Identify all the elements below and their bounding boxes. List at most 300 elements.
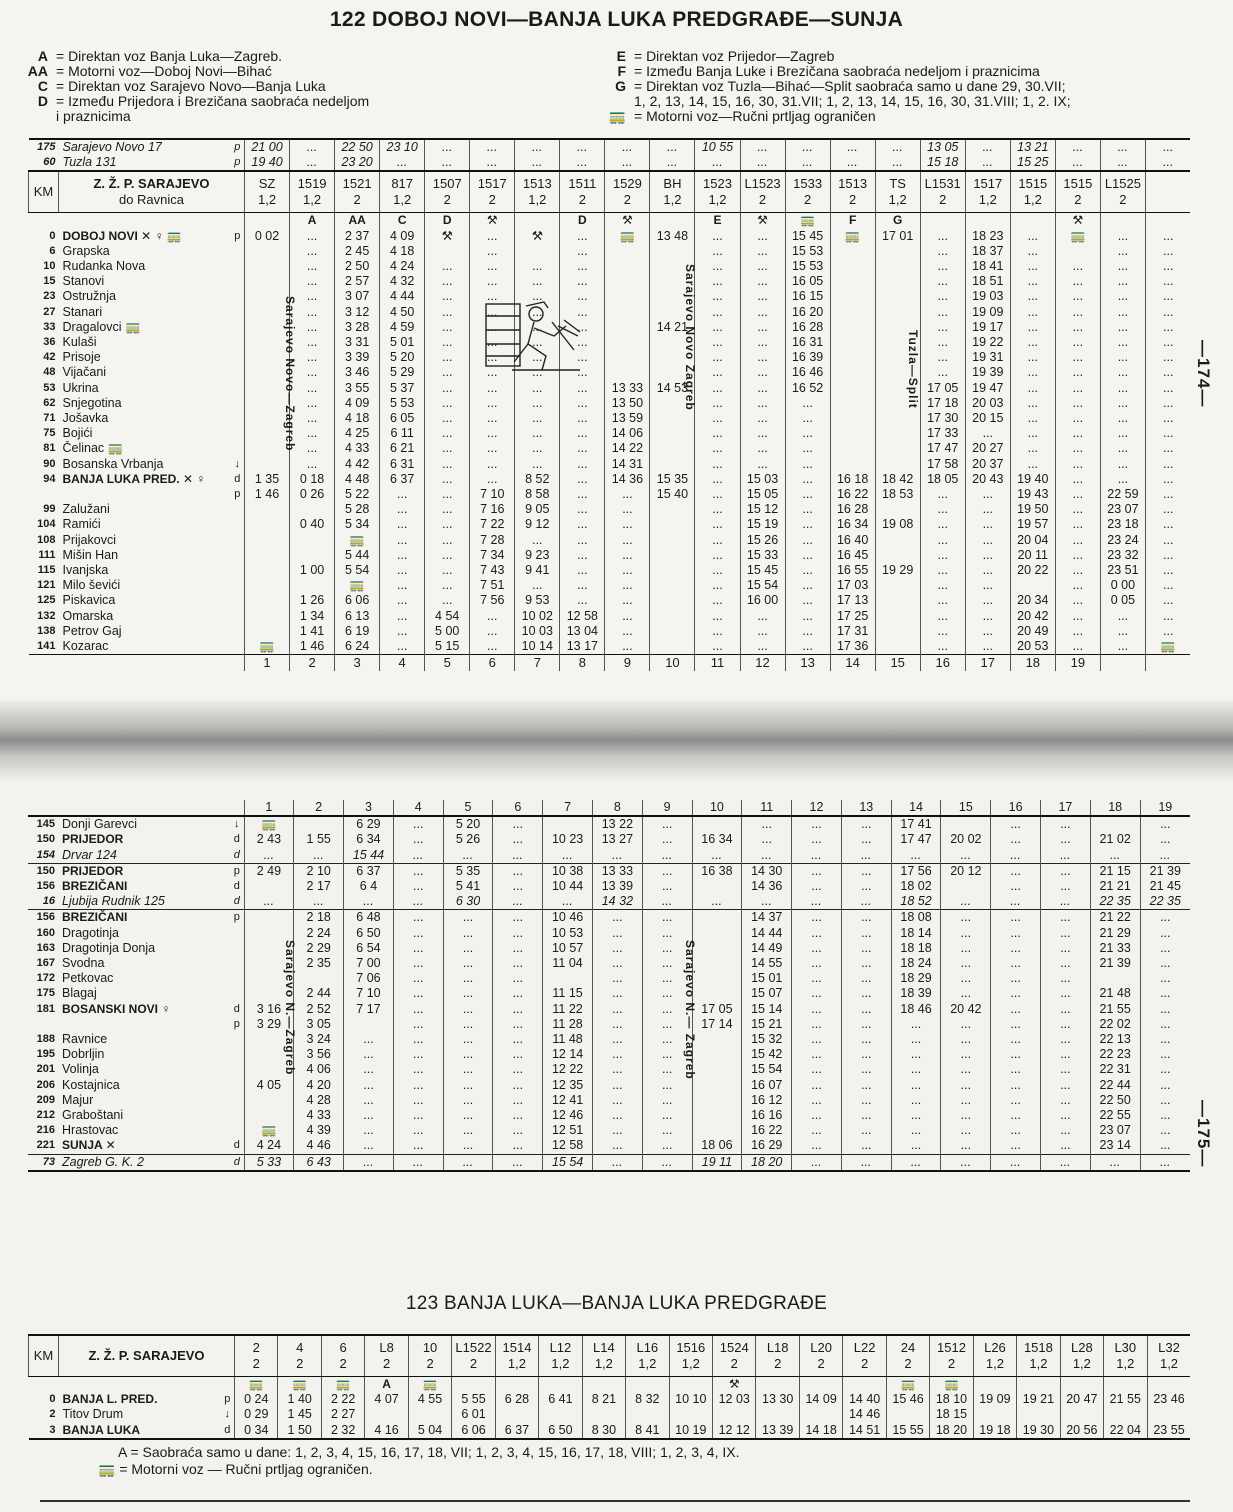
time-cell: ...: [920, 350, 965, 365]
time-cell: ...: [695, 593, 740, 608]
train-number: [321, 1335, 364, 1377]
train-number-line: 1,2: [708, 192, 727, 208]
time-cell: ...: [560, 548, 605, 563]
arr-dep-marker: [230, 1108, 244, 1123]
time-cell: [290, 578, 335, 593]
time-cell: 18 41: [965, 259, 1010, 274]
time-cell: ...: [920, 487, 965, 502]
time-cell: 14 49: [742, 941, 792, 956]
time-cell: ...: [785, 426, 830, 441]
arr-dep-marker: p: [230, 910, 244, 926]
time-cell: [830, 350, 875, 365]
time-cell: 15 45: [785, 229, 830, 244]
station-name: BREZIČANI: [62, 879, 128, 894]
arr-dep-marker: d: [230, 1154, 244, 1171]
time-cell: ...: [1041, 1108, 1091, 1123]
time-cell: ...: [493, 1154, 543, 1171]
train-note: 🚃: [785, 213, 830, 229]
km-cell: 201: [36, 1063, 55, 1076]
station-name: Stanari: [62, 304, 103, 319]
time-cell: ...: [740, 441, 785, 456]
time-cell: ...: [695, 365, 740, 380]
table-row: [29, 578, 1191, 593]
station-name: Kozarac: [62, 639, 109, 654]
time-cell: 14 09: [799, 1392, 842, 1407]
time-cell: ...: [425, 487, 470, 502]
station-name: BANJA LUKA: [62, 1422, 141, 1437]
time-cell: ...: [290, 320, 335, 335]
time-cell: [605, 289, 650, 304]
time-cell: 0 24: [235, 1392, 278, 1407]
time-cell: ...: [792, 1138, 842, 1154]
table-row: [29, 502, 1191, 517]
km-cell: 90: [43, 457, 56, 470]
time-cell: ...: [991, 910, 1041, 926]
time-cell: ...: [965, 609, 1010, 624]
bottom-rule: [40, 1500, 1190, 1502]
time-cell: ...: [344, 1154, 394, 1171]
legend-item: [20, 64, 600, 79]
train-number: [930, 1335, 973, 1377]
time-cell: [692, 1093, 742, 1108]
time-cell: ...: [290, 305, 335, 320]
time-cell: 3 05: [294, 1017, 344, 1032]
time-cell: ...: [515, 426, 560, 441]
time-cell: ...: [792, 971, 842, 986]
time-cell: [692, 816, 742, 832]
train-number: [560, 171, 605, 213]
train-note: D: [425, 213, 470, 229]
time-cell: ...: [605, 563, 650, 578]
time-cell: 15 40: [650, 487, 695, 502]
time-cell: ...: [443, 926, 493, 941]
time-cell: 7 00: [344, 956, 394, 971]
time-cell: 13 17: [560, 639, 605, 655]
time-cell: ...: [695, 457, 740, 472]
time-cell: 3 46: [335, 365, 380, 380]
time-cell: [1055, 244, 1100, 259]
time-cell: 20 27: [965, 441, 1010, 456]
time-cell: ...: [642, 1002, 692, 1017]
time-cell: 20 56: [1060, 1423, 1103, 1439]
time-cell: ...: [605, 593, 650, 608]
station-name: Rudanka Nova: [62, 259, 146, 274]
station-name: Ramići: [62, 517, 101, 532]
train-number-line: 2: [939, 192, 947, 208]
time-cell: 15 19: [740, 517, 785, 532]
train-note: F: [830, 213, 875, 229]
time-cell: [713, 1407, 756, 1422]
time-cell: ...: [991, 894, 1041, 910]
time-cell: ...: [991, 848, 1041, 864]
time-cell: ...: [891, 1138, 941, 1154]
time-cell: ...: [920, 624, 965, 639]
table-end-cell: [29, 1439, 1191, 1442]
station-name: Drvar 124: [62, 847, 117, 862]
time-cell: [650, 411, 695, 426]
legend-key: [598, 94, 630, 109]
time-cell: ...: [560, 139, 605, 155]
time-cell: 6 50: [539, 1423, 582, 1439]
train-number-line: 1514: [502, 1340, 532, 1355]
time-cell: 14 36: [605, 472, 650, 487]
time-cell: ...: [1010, 335, 1055, 350]
train-note: ⚒: [740, 213, 785, 229]
time-cell: ...: [393, 1017, 443, 1032]
time-cell: [692, 941, 742, 956]
table-row: [29, 350, 1191, 365]
time-cell: ...: [695, 305, 740, 320]
time-cell: ...: [443, 1017, 493, 1032]
train-notes-row: [29, 213, 1191, 229]
time-cell: 17 33: [920, 426, 965, 441]
time-cell: 14 37: [742, 910, 792, 926]
table-row: [28, 1093, 1190, 1108]
time-cell: [344, 1017, 394, 1032]
table-row: [29, 305, 1191, 320]
route-header-line2: do Ravnica: [118, 192, 185, 208]
train-number-line: 2: [774, 1356, 782, 1371]
column-number: 6: [493, 800, 543, 816]
time-cell: ...: [515, 441, 560, 456]
route-label-sarajevo-zagreb: Sarajevo Novo—Zagreb: [283, 296, 297, 452]
column-number: 3: [344, 800, 394, 816]
km-cell: 75: [43, 427, 56, 440]
time-cell: ...: [515, 365, 560, 380]
time-cell: 19 11: [692, 1154, 742, 1171]
time-cell: 16 52: [785, 381, 830, 396]
table-row: [29, 472, 1191, 487]
time-cell: ...: [560, 335, 605, 350]
time-cell: ...: [841, 926, 891, 941]
time-cell: [244, 1108, 294, 1123]
time-cell: ...: [592, 1047, 642, 1062]
train-number-line: 1512: [937, 1340, 966, 1355]
time-cell: 12 14: [543, 1047, 593, 1062]
arr-dep-marker: p: [234, 156, 241, 169]
time-cell: 5 33: [244, 1154, 294, 1171]
km-cell: 163: [36, 941, 55, 954]
time-cell: ...: [830, 139, 875, 155]
arr-dep-marker: [231, 502, 245, 517]
time-cell: 12 22: [543, 1062, 593, 1077]
time-cell: 10 53: [543, 926, 593, 941]
time-cell: ...: [605, 609, 650, 624]
time-cell: ...: [695, 381, 740, 396]
time-cell: 16 55: [830, 563, 875, 578]
time-cell: 20 12: [941, 863, 991, 879]
table-row: [29, 229, 1191, 244]
time-cell: [799, 1407, 842, 1422]
column-number: 4: [393, 800, 443, 816]
time-cell: ...: [1010, 259, 1055, 274]
time-cell: ...: [605, 624, 650, 639]
time-cell: ...: [1055, 350, 1100, 365]
time-cell: 14 40: [843, 1392, 886, 1407]
time-cell: ...: [1140, 1032, 1190, 1047]
time-cell: 13 30: [756, 1392, 799, 1407]
time-cell: 9 53: [515, 593, 560, 608]
train-number-line: 1,2: [1116, 1356, 1135, 1371]
train-note: [965, 213, 1010, 229]
time-cell: ...: [920, 274, 965, 289]
arr-dep-marker: d: [233, 1139, 240, 1152]
time-cell: 6 54: [344, 941, 394, 956]
arr-dep-marker: [230, 1047, 244, 1062]
time-cell: [408, 1407, 451, 1422]
time-cell: [605, 365, 650, 380]
train-number-line: L1525: [1104, 176, 1141, 192]
train-number: [278, 1335, 321, 1377]
time-cell: ...: [941, 910, 991, 926]
train-number-line: 2: [488, 192, 496, 208]
time-cell: ...: [941, 1123, 991, 1138]
time-cell: 4 16: [365, 1423, 408, 1439]
time-cell: 10 03: [515, 624, 560, 639]
time-cell: ...: [991, 1017, 1041, 1032]
time-cell: ...: [470, 244, 515, 259]
station-name: Kulaši: [62, 335, 97, 350]
time-cell: ...: [1140, 956, 1190, 971]
time-cell: ...: [1041, 941, 1091, 956]
time-cell: [830, 244, 875, 259]
time-cell: 16 16: [742, 1108, 792, 1123]
legend-item: [598, 64, 1218, 79]
km-cell: 150: [36, 833, 55, 846]
train-note: [452, 1377, 495, 1393]
time-cell: ...: [1010, 396, 1055, 411]
time-cell: ...: [425, 381, 470, 396]
time-cell: 17 31: [830, 624, 875, 639]
time-cell: 3 12: [335, 305, 380, 320]
train-note: [1100, 213, 1145, 229]
time-cell: 22 50: [1090, 1093, 1140, 1108]
column-number: 5: [443, 800, 493, 816]
time-cell: 2 45: [335, 244, 380, 259]
time-cell: 21 02: [1090, 832, 1140, 847]
train-number-line: 10: [422, 1340, 438, 1355]
time-cell: [650, 624, 695, 639]
train-number-line: L8: [379, 1340, 394, 1355]
time-cell: ...: [650, 139, 695, 155]
time-cell: ...: [920, 229, 965, 244]
time-cell: ...: [1100, 259, 1145, 274]
time-cell: ...: [425, 548, 470, 563]
time-cell: ...: [695, 426, 740, 441]
time-cell: 4 24: [380, 259, 425, 274]
time-cell: ...: [1010, 229, 1055, 244]
time-cell: ...: [1100, 139, 1145, 155]
time-cell: ...: [290, 350, 335, 365]
time-cell: 3 24: [294, 1032, 344, 1047]
time-cell: ...: [1041, 1047, 1091, 1062]
time-cell: 6 29: [344, 816, 394, 832]
time-cell: ...: [740, 244, 785, 259]
time-cell: ...: [920, 593, 965, 608]
time-cell: [692, 971, 742, 986]
time-cell: ...: [592, 848, 642, 864]
time-cell: 20 04: [1010, 533, 1055, 548]
time-cell: ...: [1140, 1078, 1190, 1093]
time-cell: ...: [344, 1108, 394, 1123]
time-cell: ...: [1100, 289, 1145, 304]
legend-key: AA: [27, 63, 48, 79]
time-cell: ...: [841, 1123, 891, 1138]
train-note: 🚃: [930, 1377, 973, 1393]
time-cell: 19 50: [1010, 502, 1055, 517]
table-row: [28, 1078, 1190, 1093]
time-cell: 19 39: [965, 365, 1010, 380]
time-cell: ...: [425, 259, 470, 274]
time-cell: [650, 441, 695, 456]
table-row: [29, 320, 1191, 335]
time-cell: 14 18: [799, 1423, 842, 1439]
time-cell: 17 13: [830, 593, 875, 608]
table-row: [28, 879, 1190, 894]
time-cell: ...: [1055, 517, 1100, 532]
legend-item: [20, 94, 600, 109]
time-cell: ...: [515, 259, 560, 274]
time-cell: 7 17: [344, 1002, 394, 1017]
train-number: [495, 1335, 538, 1377]
arr-dep-marker: [231, 655, 245, 671]
time-cell: ...: [965, 502, 1010, 517]
km-cell: 0: [49, 229, 56, 242]
motor-train-icon: 🚃: [98, 1461, 120, 1477]
time-cell: ...: [560, 441, 605, 456]
timetable-122-upper: [28, 138, 1190, 671]
time-cell: ...: [493, 1108, 543, 1123]
time-cell: [875, 441, 920, 456]
time-cell: 2 29: [294, 941, 344, 956]
time-cell: ...: [920, 533, 965, 548]
train-number-line: 1529: [612, 176, 642, 192]
time-cell: 19 03: [965, 289, 1010, 304]
time-cell: ...: [941, 848, 991, 864]
train-number-line: 2: [947, 1356, 956, 1371]
time-cell: ...: [991, 1123, 1041, 1138]
time-cell: 11 04: [543, 956, 593, 971]
time-cell: 6 4: [344, 879, 394, 894]
time-cell: 2 35: [294, 956, 344, 971]
time-cell: ...: [792, 1093, 842, 1108]
time-cell: 12 41: [543, 1093, 593, 1108]
time-cell: ...: [1010, 244, 1055, 259]
train-number-line: 6: [339, 1340, 347, 1355]
station-name: Ivanjska: [62, 563, 109, 578]
station-name: [59, 1377, 221, 1393]
train-number-line: 2: [803, 192, 812, 208]
time-cell: ...: [443, 941, 493, 956]
time-cell: ...: [740, 411, 785, 426]
time-cell: 7 06: [344, 971, 394, 986]
time-cell: [650, 517, 695, 532]
time-cell: ...: [592, 1138, 642, 1154]
station-name: [58, 800, 230, 816]
time-cell: 4 09: [380, 229, 425, 244]
station-name: Dragotinja: [62, 925, 119, 940]
time-cell: 21 29: [1090, 926, 1140, 941]
time-cell: ...: [740, 155, 785, 171]
time-cell: 15 35: [650, 472, 695, 487]
time-cell: ...: [592, 910, 642, 926]
legend-item: [20, 109, 600, 124]
train-number-line: L30: [1114, 1340, 1137, 1355]
time-cell: [245, 593, 290, 608]
time-cell: ...: [1100, 639, 1145, 655]
arr-dep-marker: [230, 1062, 244, 1077]
time-cell: ...: [470, 396, 515, 411]
time-cell: 12 58: [543, 1138, 593, 1154]
arr-dep-marker: p: [233, 1017, 240, 1030]
route-label-sarajevo-novo-zagreb: Sarajevo Novo Zagreb: [683, 264, 697, 411]
time-cell: ...: [1010, 365, 1055, 380]
time-cell: ...: [425, 365, 470, 380]
time-cell: ...: [742, 816, 792, 832]
time-cell: ...: [642, 816, 692, 832]
station-name: Tuzla 131: [62, 155, 117, 170]
km-cell: 181: [36, 1002, 55, 1015]
time-cell: ...: [443, 956, 493, 971]
table-row: [29, 639, 1191, 655]
train-number: [843, 1335, 886, 1377]
time-cell: ...: [290, 274, 335, 289]
time-cell: ...: [393, 1078, 443, 1093]
time-cell: ...: [841, 863, 891, 879]
time-cell: ...: [605, 155, 650, 171]
time-cell: [650, 639, 695, 655]
time-cell: ...: [695, 578, 740, 593]
time-cell: 18 20: [930, 1423, 973, 1439]
train-number: [1060, 1335, 1103, 1377]
time-cell: 23 10: [380, 139, 425, 155]
time-cell: 1 41: [290, 624, 335, 639]
time-cell: ...: [1100, 274, 1145, 289]
time-cell: ...: [991, 816, 1041, 832]
time-cell: ...: [841, 1032, 891, 1047]
time-cell: 19 22: [965, 335, 1010, 350]
time-cell: ...: [1100, 426, 1145, 441]
time-cell: 17 03: [830, 578, 875, 593]
km-cell: [28, 1017, 58, 1032]
time-cell: 2 52: [294, 1002, 344, 1017]
time-cell: 16 28: [830, 502, 875, 517]
time-cell: ...: [1145, 472, 1190, 487]
time-cell: 16 22: [830, 487, 875, 502]
table-row: [28, 956, 1190, 971]
time-cell: ...: [891, 1093, 941, 1108]
time-cell: 2 10: [294, 863, 344, 879]
time-cell: 22 35: [1090, 894, 1140, 910]
train-number-line: 2: [758, 192, 767, 208]
train-number-line: L1522: [455, 1340, 492, 1355]
station-name: Titov Drum: [62, 1407, 124, 1422]
time-cell: ...: [470, 441, 515, 456]
time-cell: ...: [1145, 563, 1190, 578]
arr-dep-marker: [231, 381, 245, 396]
train-number: [799, 1335, 842, 1377]
time-cell: 9 05: [515, 502, 560, 517]
time-cell: ...: [290, 229, 335, 244]
time-cell: [245, 244, 290, 259]
page-number-175: —175—: [1194, 1100, 1213, 1168]
time-cell: ...: [425, 457, 470, 472]
time-cell: ...: [443, 1062, 493, 1077]
time-cell: 17 56: [891, 863, 941, 879]
time-cell: 1 46: [245, 487, 290, 502]
time-cell: ...: [941, 894, 991, 910]
time-cell: ...: [785, 457, 830, 472]
